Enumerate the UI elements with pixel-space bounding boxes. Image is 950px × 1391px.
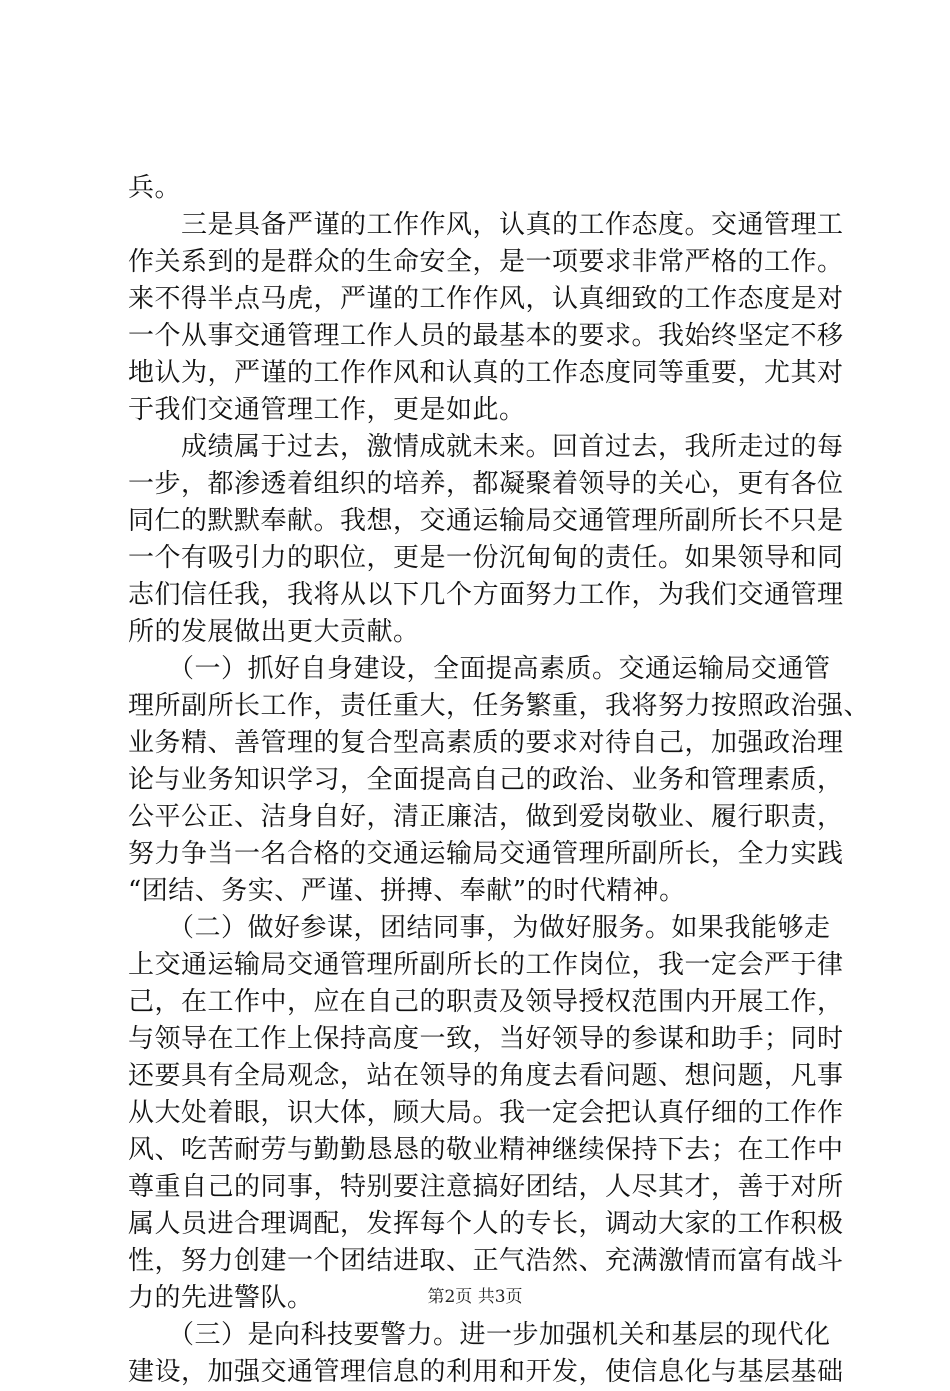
text-line: 成绩属于过去，激情成就未来。回首过去，我所走过的每 [128, 432, 844, 462]
text-line: 一步，都渗透着组织的培养，都凝聚着领导的关心，更有各位 [128, 469, 844, 499]
text-line: 论与业务知识学习，全面提高自己的政治、业务和管理素质， [128, 765, 844, 795]
text-line: 一个有吸引力的职位，更是一份沉甸甸的责任。如果领导和同 [128, 543, 844, 573]
text-line: 己，在工作中，应在自己的职责及领导授权范围内开展工作， [128, 987, 844, 1017]
text-line: 公平公正、洁身自好，清正廉洁，做到爱岗敬业、履行职责， [128, 802, 844, 832]
text-line: 还要具有全局观念，站在领导的角度去看问题、想问题，凡事 [128, 1061, 844, 1091]
page-footer [0, 1286, 950, 1308]
text-line: 力的先进警队。 [128, 1283, 314, 1313]
text-line: 所的发展做出更大贡献。 [128, 617, 420, 647]
text-line: “团结、务实、严谨、拼搏、奉献”的时代精神。 [128, 876, 686, 906]
text-line: 上交通运输局交通管理所副所长的工作岗位，我一定会严于律 [128, 950, 844, 980]
document-body [128, 170, 871, 1391]
text-line: 属人员进合理调配，发挥每个人的专长，调动大家的工作积极 [128, 1209, 844, 1239]
text-line: 志们信任我，我将从以下几个方面努力工作，为我们交通管理 [128, 580, 844, 610]
text-line: 同仁的默默奉献。我想，交通运输局交通管理所副所长不只是 [128, 506, 844, 536]
text-line: 尊重自己的同事，特别要注意搞好团结，人尽其才，善于对所 [128, 1172, 844, 1202]
text-line: 风、吃苦耐劳与勤勤恳恳的敬业精神继续保持下去；在工作中 [128, 1135, 844, 1165]
text-line: 三是具备严谨的工作作风，认真的工作态度。交通管理工 [128, 210, 844, 240]
text-line: 从大处着眼，识大体，顾大局。我一定会把认真仔细的工作作 [128, 1098, 844, 1128]
text-line: 作关系到的是群众的生命安全，是一项要求非常严格的工作。 [128, 247, 844, 277]
text-line: 于我们交通管理工作，更是如此。 [128, 395, 526, 425]
text-line: 与领导在工作上保持高度一致，当好领导的参谋和助手；同时 [128, 1024, 844, 1054]
text-line: 理所副所长工作，责任重大，任务繁重，我将努力按照政治强、 [128, 691, 871, 721]
text-line: 努力争当一名合格的交通运输局交通管理所副所长，全力实践 [128, 839, 844, 869]
text-line: 地认为，严谨的工作作风和认真的工作态度同等重要，尤其对 [128, 358, 844, 388]
text-line: （一）抓好自身建设，全面提高素质。交通运输局交通管 [128, 654, 831, 684]
text-line: （二）做好参谋，团结同事，为做好服务。如果我能够走 [128, 913, 831, 943]
text-line: 性，努力创建一个团结进取、正气浩然、充满激情而富有战斗 [128, 1246, 844, 1276]
text-line: 业务精、善管理的复合型高素质的要求对待自己，加强政治理 [128, 728, 844, 758]
text-line: 一个从事交通管理工作人员的最基本的要求。我始终坚定不移 [128, 321, 844, 351]
text-line: （三）是向科技要警力。进一步加强机关和基层的现代化 [128, 1320, 831, 1350]
text-line: 兵。 [128, 173, 182, 203]
text-line: 建设，加强交通管理信息的利用和开发，使信息化与基层基础 [128, 1357, 844, 1387]
text-line: 来不得半点马虎，严谨的工作作风，认真细致的工作态度是对 [128, 284, 844, 314]
page-number-label: 第2页 共3页 [427, 1287, 523, 1307]
